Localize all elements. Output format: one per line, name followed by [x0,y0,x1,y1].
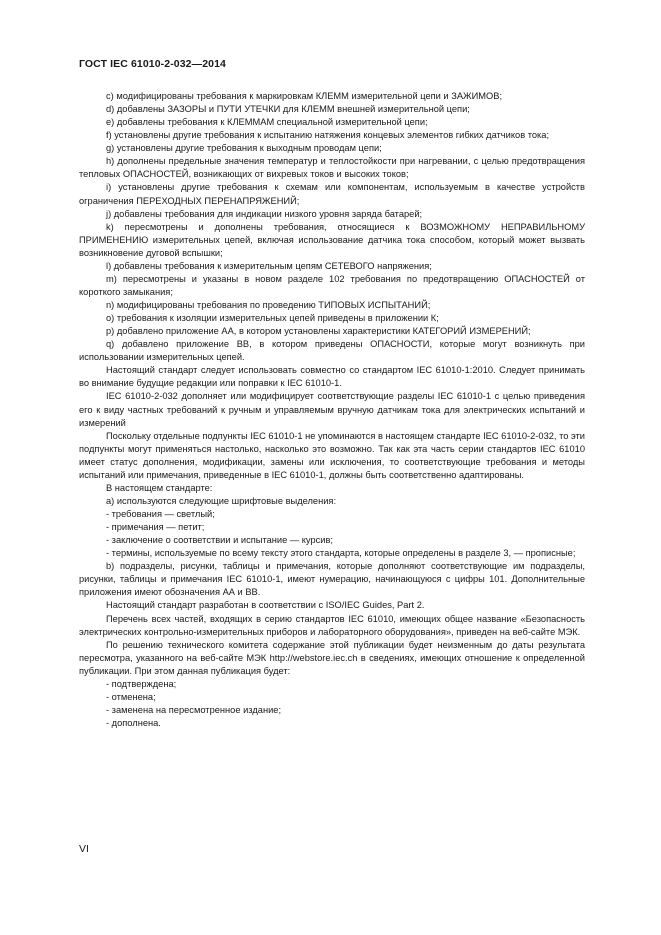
paragraph-usage: Настоящий стандарт следует использовать совместно со стандартом IEC 61010-1:2010. Следует принимать во внимание будущие редакции или поправки к IEC 61010-1. [79,365,585,389]
list-item-h: h) дополнены предельные значения температур и теплостойкости при нагревании, с целью предотвращения тепловых ОПАСНОСТЕЙ, возникающих от вихревых токов и высоких токов; [79,156,585,180]
list-item-b-numbering: b) подразделы, рисунки, таблицы и примечания, которые дополняют соответствующие им подразделы, рисунки, таблицы и примечания IEC 61010-1, имеют нумерацию, начинающуюся с цифры 101. Дополнительные приложения имеют обозначения АА и ВВ. [79,561,585,598]
font-item-terms: - термины, используемые по всему тексту этого стандарта, которые определены в разделе 3, — прописные; [106,548,576,559]
list-item-i: i) установлены другие требования к схемам или компонентам, используемым в качестве устройств ограничения ПЕРЕХОДНЫХ ПЕРЕНАПРЯЖЕНИЙ; [79,182,585,206]
list-item-q: q) добавлено приложение ВВ, в котором приведены ОПАСНОСТИ, которые могут возникнуть при использовании измерительных цепей. [79,339,585,363]
status-item-withdrawn: - отменена; [106,691,156,702]
paragraph-guides: Настоящий стандарт разработан в соответствии с ISO/IEC Guides, Part 2. [106,600,425,611]
paragraph-in-this-standard: В настоящем стандарте: [106,482,213,493]
status-item-confirmed: - подтверждена; [106,678,177,689]
list-item-g: g) установлены другие требования к выходным проводам цепи; [106,143,382,154]
font-item-requirements: - требования — светлый; [106,509,215,519]
list-item-a-fonts: a) используются следующие шрифтовые выделения: [106,495,337,506]
font-item-notes: - примечания — петит; [106,522,205,533]
paragraph-subclauses: Поскольку отдельные подпункты IEC 61010-1 не упоминаются в настоящем стандарте IEC 61010-2-032, то эти подпункты могут применяться настолько, насколько это возможно. Так как эта часть серии стандартов IEC 61010 имеет статус дополнения, модификации, замены или исключения, то соответствующие требования и методы испытаний или примечания, приведенные в IEC 61010-1, должны быть соответственно адаптированы. [79,430,585,480]
document-header: ГОСТ IEC 61010-2-032—2014 [79,58,226,70]
list-item-n: n) модифицированы требования по проведению ТИПОВЫХ ИСПЫТАНИЙ; [106,300,431,310]
list-item-p: p) добавлено приложение АА, в котором установлены характеристики КАТЕГОРИЙ ИЗМЕРЕНИЙ; [106,326,531,337]
list-item-k: k) пересмотрены и дополнены требования, относящиеся к ВОЗМОЖНОМУ НЕПРАВИЛЬНОМУ ПРИМЕНЕНИЮ измерительных цепей, включая использование датчика тока способом, который может вызвать возникновение дуговой вспышки; [79,221,585,258]
paragraph-stability: По решению технического комитета содержание этой публикации будет неизменным до даты результата пересмотра, указанного на веб-сайте МЭК http://webstore.iec.ch в сведениях, имеющих отношение к определенной публикации. При этом данная публикация будет: [79,639,585,676]
font-item-compliance: - заключение о соответствии и испытание — курсив; [106,535,334,546]
body-text [79,90,585,730]
list-item-o: o) требования к изоляции измерительных цепей приведены в приложении К; [106,313,439,324]
list-item-d: d) добавлены ЗАЗОРЫ и ПУТИ УТЕЧКИ для КЛЕММ внешней измерительной цепи; [106,104,470,115]
list-item-m: m) пересмотрены и указаны в новом разделе 102 требования по предотвращению ОПАСНОСТЕЙ от короткого замыкания; [79,273,585,297]
list-item-c: c) модифицированы требования к маркировкам КЛЕММ измерительной цепи и ЗАЖИМОВ; [106,91,503,101]
list-item-l: l) добавлены требования к измерительным цепям СЕТЕВОГО напряжения; [106,260,432,271]
page-number: VI [79,843,89,855]
list-item-e: e) добавлены требования к КЛЕММАМ специальной измерительной цепи; [106,117,428,128]
paragraph-series-list: Перечень всех частей, входящих в серию стандартов IEC 61010, имеющих общее название «Безопасность электрических контрольно-измерительных приборов и лабораторного оборудования», приведен на веб-сайте МЭК. [79,613,585,637]
status-item-amended: - дополнена. [106,718,161,728]
paragraph-supplements: IEC 61010-2-032 дополняет или модифицирует соответствующие разделы IEC 61010-1 с целью приведения его к виду частных требований к ручным и управляемым вручную датчикам тока для электрических испытаний и измерений [79,391,585,428]
list-item-f: f) установлены другие требования к испытанию натяжения концевых элементов гибких датчиков тока; [106,130,550,141]
list-item-j: j) добавлены требования для индикации низкого уровня заряда батарей; [106,208,423,219]
status-item-replaced: - заменена на пересмотренное издание; [106,704,282,715]
